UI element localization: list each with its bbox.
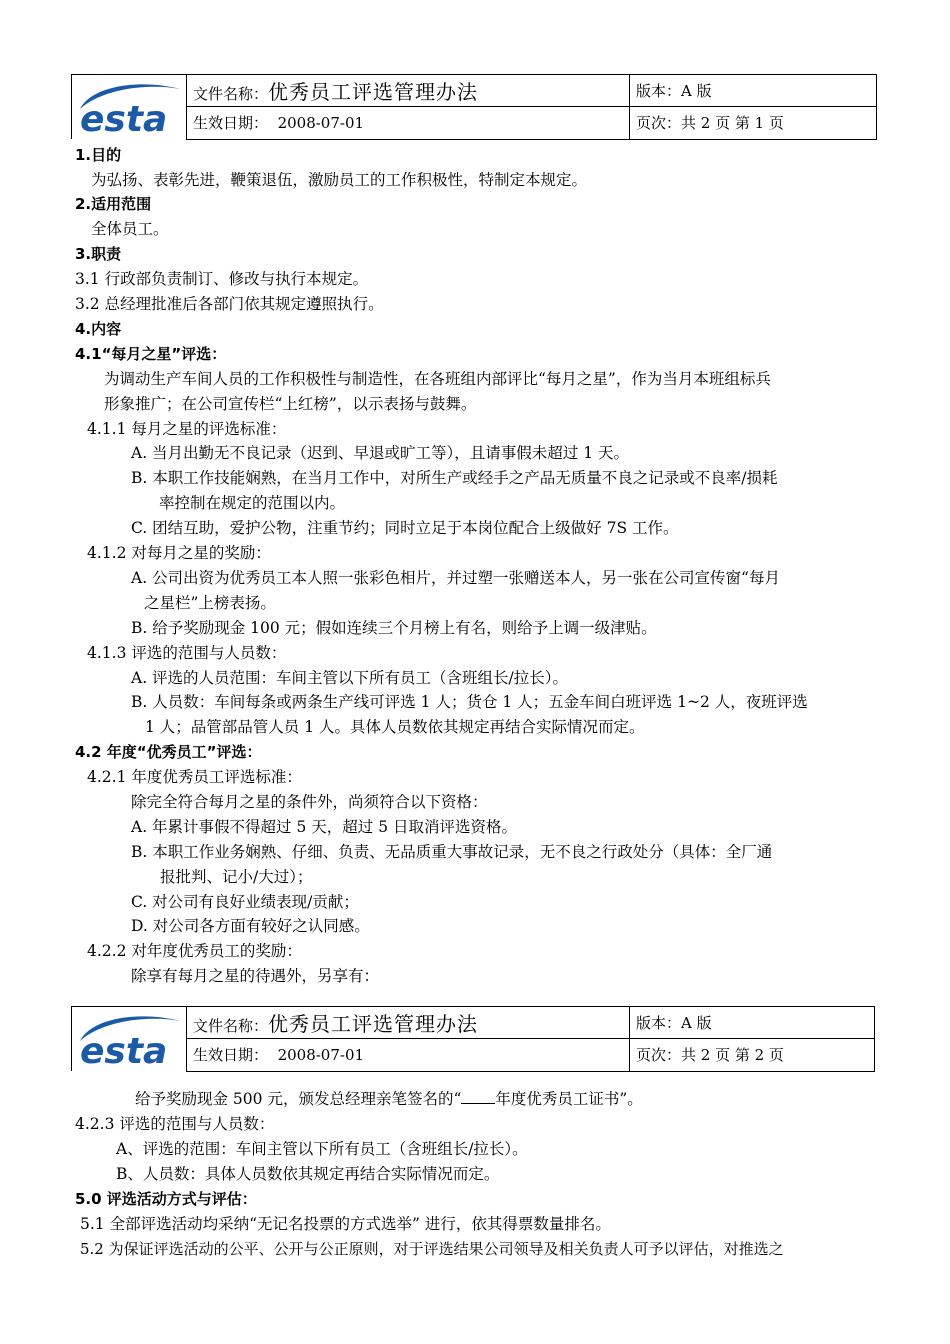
- paragraph-line: 除完全符合每月之星的条件外，尚须符合以下资格：: [131, 793, 488, 811]
- document-header-page-1: [71, 74, 877, 140]
- paragraph-line: 全体员工。: [91, 220, 169, 238]
- list-item: B. 本职工作业务娴熟、仔细、负责、无品质重大事故记录，无不良之行政处分（具体：全厂通: [131, 843, 773, 861]
- paragraph-line: 5.2 为保证评选活动的公平、公开与公正原则，对于评选结果公司领导及相关负责人可予以评估，对推选之: [80, 1240, 784, 1258]
- paragraph-line: 除享有每月之星的待遇外，另享有：: [131, 967, 380, 985]
- paragraph-line: 3.1 行政部负责制订、修改与执行本规定。: [75, 270, 369, 288]
- svg-text:esta: esta: [80, 99, 168, 139]
- paragraph-line: 为弘扬、表彰先进，鞭策退伍，激励员工的工作积极性，特制定本规定。: [91, 171, 588, 189]
- company-logo: [72, 1007, 187, 1072]
- paragraph-line: 5.1 全部评选活动均采纳“无记名投票的方式选举” 进行，依其得票数量排名。: [80, 1215, 611, 1233]
- svg-text:esta: esta: [80, 1031, 168, 1071]
- subsection-heading: 4.1“每月之星”评选：: [75, 345, 227, 363]
- list-item: A. 年累计事假不得超过 5 天，超过 5 日取消评选资格。: [131, 818, 517, 836]
- paragraph-line-start: 给予奖励现金 500 元，颁发总经理亲笔签名的“: [135, 1090, 462, 1108]
- clause-heading: 4.1.1 每月之星的评选标准：: [87, 420, 287, 438]
- effective-date-label: 生效日期：: [193, 114, 269, 133]
- section-heading: 3.职责: [75, 245, 122, 263]
- effective-date-label: 生效日期：: [193, 1046, 269, 1065]
- section-heading: 2.适用范围: [75, 195, 152, 213]
- page-number-cell: 页次：共 2 页 第 2 页: [630, 1039, 875, 1071]
- file-name-label: 文件名称：: [193, 85, 269, 104]
- list-item: B. 本职工作技能娴熟，在当月工作中，对所生产或经手之产品无质量不良之记录或不良率/损耗: [131, 469, 778, 487]
- list-item-continuation: 率控制在规定的范围以内。: [159, 494, 346, 512]
- file-name: 优秀员工评选管理办法: [268, 1012, 479, 1037]
- esta-logo-icon: [72, 75, 186, 139]
- version-cell: 版本：A 版: [630, 1007, 875, 1039]
- version-cell: 版本：A 版: [630, 75, 877, 107]
- paragraph-line: 3.2 总经理批准后各部门依其规定遵照执行。: [75, 295, 384, 313]
- effective-date: 2008-07-01: [277, 114, 365, 133]
- list-item: B、人员数：具体人员数依其规定再结合实际情况而定。: [116, 1165, 500, 1183]
- file-name: 优秀员工评选管理办法: [268, 80, 479, 105]
- file-name-cell: [187, 75, 630, 107]
- paragraph-line-end: 年度优秀员工证书”。: [495, 1090, 643, 1108]
- effective-date-cell: [187, 1039, 630, 1071]
- clause-heading: 4.2.3 评选的范围与人员数：: [75, 1115, 275, 1133]
- year-blank: [461, 1087, 495, 1104]
- list-item: A. 评选的人员范围：车间主管以下所有员工（含班组长/拉长）。: [131, 669, 569, 687]
- page-number-cell: 页次：共 2 页 第 1 页: [630, 107, 877, 139]
- document-header-page-2: [71, 1006, 875, 1072]
- clause-heading: 4.1.2 对每月之星的奖励：: [87, 544, 271, 562]
- file-name-label: 文件名称：: [193, 1017, 269, 1036]
- esta-logo-icon: [72, 1007, 186, 1071]
- list-item: A. 当月出勤无不良记录（迟到、早退或旷工等），且请事假未超过 1 天。: [131, 444, 630, 462]
- list-item-continuation: 1 人；品管部品管人员 1 人。具体人员数依其规定再结合实际情况而定。: [145, 718, 645, 736]
- clause-heading: 4.2.2 对年度优秀员工的奖励：: [87, 942, 302, 960]
- clause-heading: 4.2.1 年度优秀员工评选标准：: [87, 768, 302, 786]
- paragraph-line: 为调动生产车间人员的工作积极性与制造性，在各班组内部评比“每月之星”，作为当月本班组标兵: [104, 370, 771, 388]
- list-item: B. 给予奖励现金 100 元；假如连续三个月榜上有名，则给予上调一级津贴。: [131, 619, 657, 637]
- list-item: B. 人员数：车间每条或两条生产线可评选 1 人；货仓 1 人；五金车间白班评选 1~2 人，夜班评选: [131, 693, 808, 711]
- file-name-cell: [187, 1007, 630, 1039]
- list-item: A. 公司出资为优秀员工本人照一张彩色相片，并过塑一张赠送本人，另一张在公司宣传窗“每月: [131, 569, 780, 587]
- subsection-heading: 4.2 年度“优秀员工”评选：: [75, 743, 262, 761]
- company-logo: [72, 75, 187, 140]
- list-item: A、评选的范围：车间主管以下所有员工（含班组长/拉长）。: [116, 1140, 528, 1158]
- list-item-continuation: 之星栏”上榜表扬。: [144, 594, 276, 612]
- paragraph-line: 形象推广；在公司宣传栏“上红榜”，以示表扬与鼓舞。: [104, 395, 477, 413]
- section-heading: 4.内容: [75, 320, 122, 338]
- list-item-continuation: 报批判、记小/大过）；: [160, 868, 313, 886]
- list-item: D. 对公司各方面有较好之认同感。: [131, 917, 370, 935]
- list-item: C. 对公司有良好业绩表现/贡献；: [131, 893, 359, 911]
- section-heading: 1.目的: [75, 146, 122, 164]
- paragraph-line: [135, 1087, 643, 1111]
- list-item: C. 团结互助，爱护公物，注重节约；同时立足于本岗位配合上级做好 7S 工作。: [131, 519, 679, 537]
- section-heading: 5.0 评选活动方式与评估：: [75, 1190, 257, 1208]
- effective-date-cell: [187, 107, 630, 139]
- clause-heading: 4.1.3 评选的范围与人员数：: [87, 644, 287, 662]
- effective-date: 2008-07-01: [277, 1046, 365, 1065]
